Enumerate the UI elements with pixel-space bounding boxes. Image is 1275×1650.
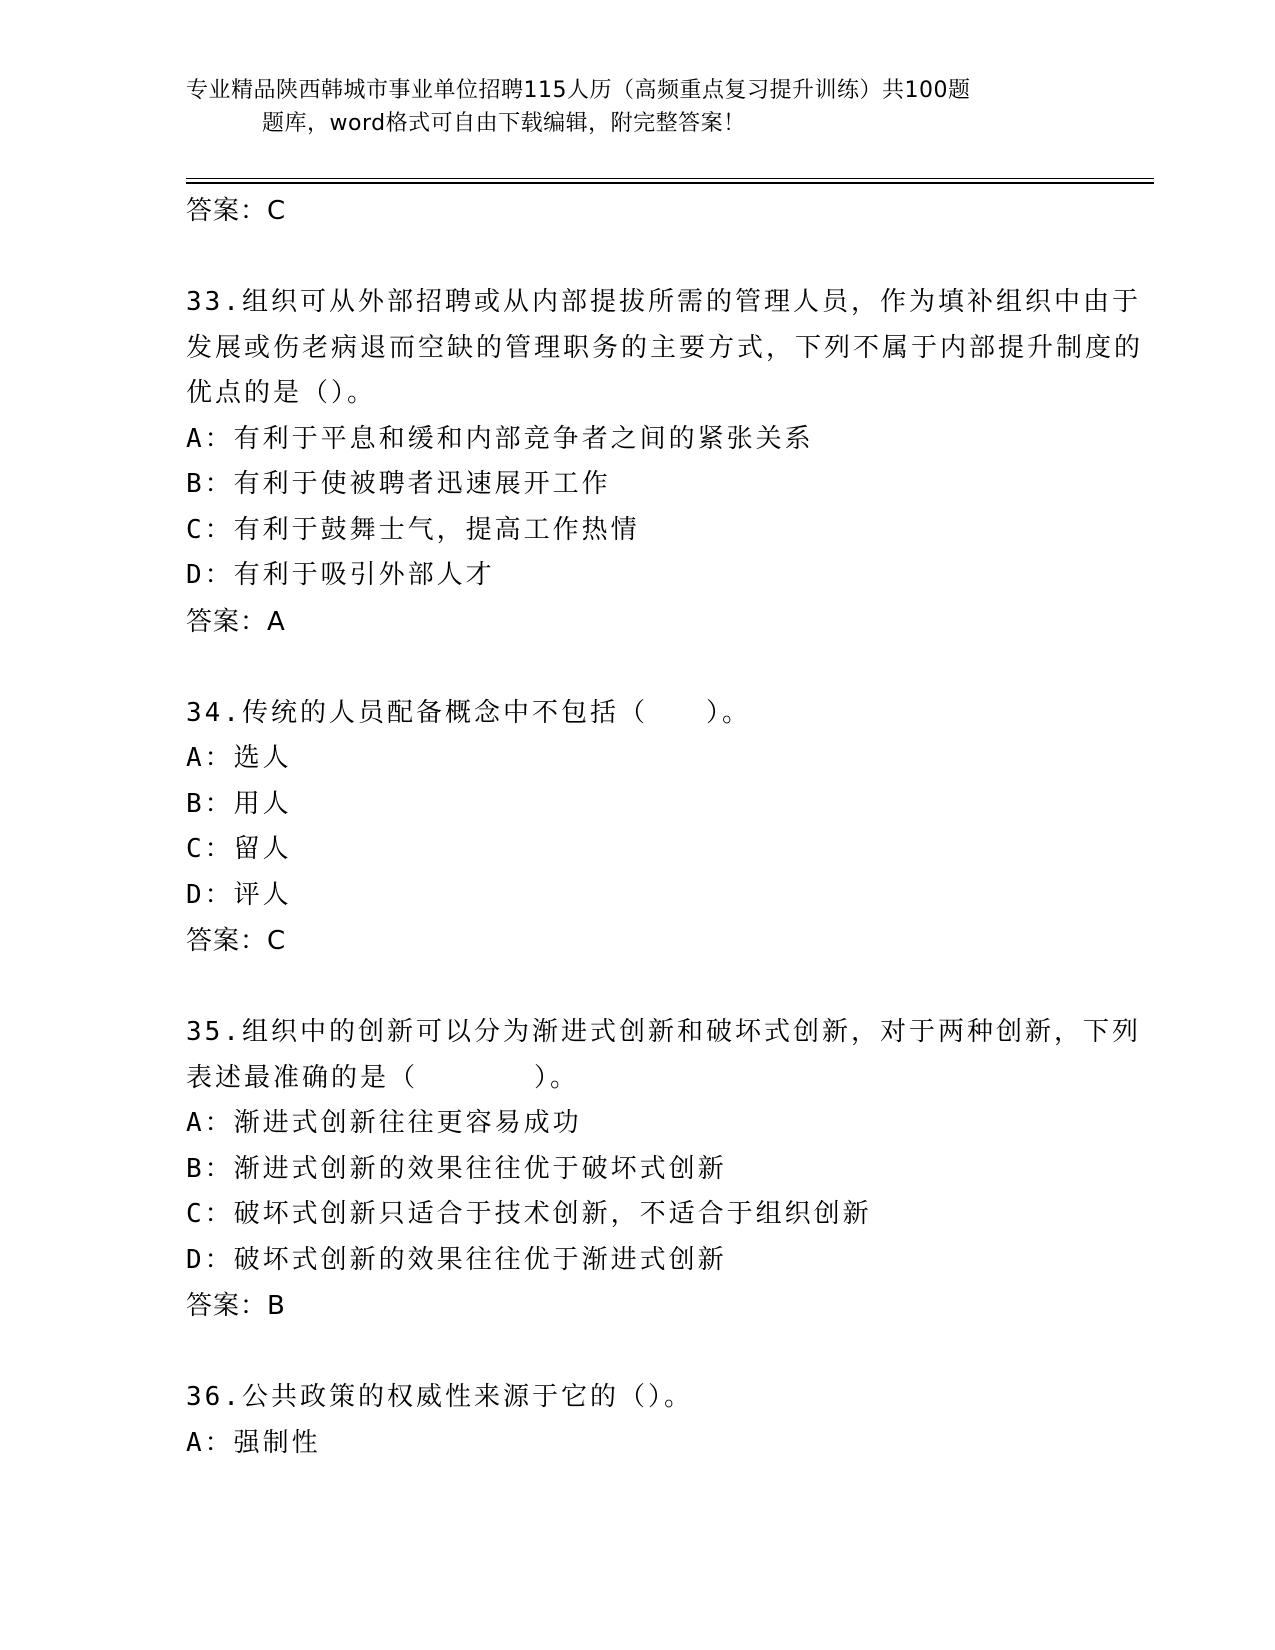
question-answer: 答案：C bbox=[186, 926, 287, 956]
option-d: D：评人 bbox=[186, 879, 292, 910]
option-c: C：有利于鼓舞士气，提高工作热情 bbox=[186, 514, 640, 545]
header-title-line1: 专业精品陕西韩城市事业单位招聘115人历（高频重点复习提升训练）共100题 bbox=[186, 78, 971, 103]
document-body bbox=[186, 188, 1146, 1466]
option-b: B：有利于使被聘者迅速展开工作 bbox=[186, 469, 611, 499]
question-text: 35.组织中的创新可以分为渐进式创新和破坏式创新，对于两种创新，下列表述最准确的是（ ）。 bbox=[186, 1017, 1141, 1093]
question-text: 34.传统的人员配备概念中不包括（ ）。 bbox=[186, 697, 751, 728]
option-a: A：强制性 bbox=[186, 1427, 321, 1458]
option-d: D：破坏式创新的效果往往优于渐进式创新 bbox=[186, 1244, 727, 1275]
question-36 bbox=[186, 1375, 1146, 1466]
question-34 bbox=[186, 691, 1146, 965]
header-title-line2: 题库，word格式可自由下载编辑，附完整答案！ bbox=[262, 111, 746, 136]
option-a: A：选人 bbox=[186, 743, 292, 773]
header-divider-thick bbox=[186, 182, 1154, 184]
option-c: C：破坏式创新只适合于技术创新，不适合于组织创新 bbox=[186, 1199, 872, 1229]
question-answer: 答案：B bbox=[186, 1291, 286, 1321]
option-b: B：渐进式创新的效果往往优于破坏式创新 bbox=[186, 1153, 727, 1184]
question-33 bbox=[186, 280, 1146, 645]
question-text: 33.组织可从外部招聘或从内部提拔所需的管理人员，作为填补组织中由于发展或伤老病退而空缺的管理职务的主要方式，下列不属于内部提升制度的优点的是（）。 bbox=[186, 287, 1144, 408]
option-a: A：渐进式创新往往更容易成功 bbox=[186, 1108, 582, 1138]
document-header bbox=[186, 74, 1086, 140]
option-d: D：有利于吸引外部人才 bbox=[186, 560, 495, 590]
option-a: A：有利于平息和缓和内部竞争者之间的紧张关系 bbox=[186, 423, 814, 454]
question-text: 36.公共政策的权威性来源于它的（）。 bbox=[186, 1382, 693, 1412]
header-divider-thin bbox=[186, 178, 1154, 179]
option-b: B：用人 bbox=[186, 788, 292, 819]
previous-answer: 答案：C bbox=[186, 196, 287, 226]
question-35 bbox=[186, 1010, 1146, 1329]
question-answer: 答案：A bbox=[186, 606, 286, 637]
option-c: C：留人 bbox=[186, 834, 292, 864]
